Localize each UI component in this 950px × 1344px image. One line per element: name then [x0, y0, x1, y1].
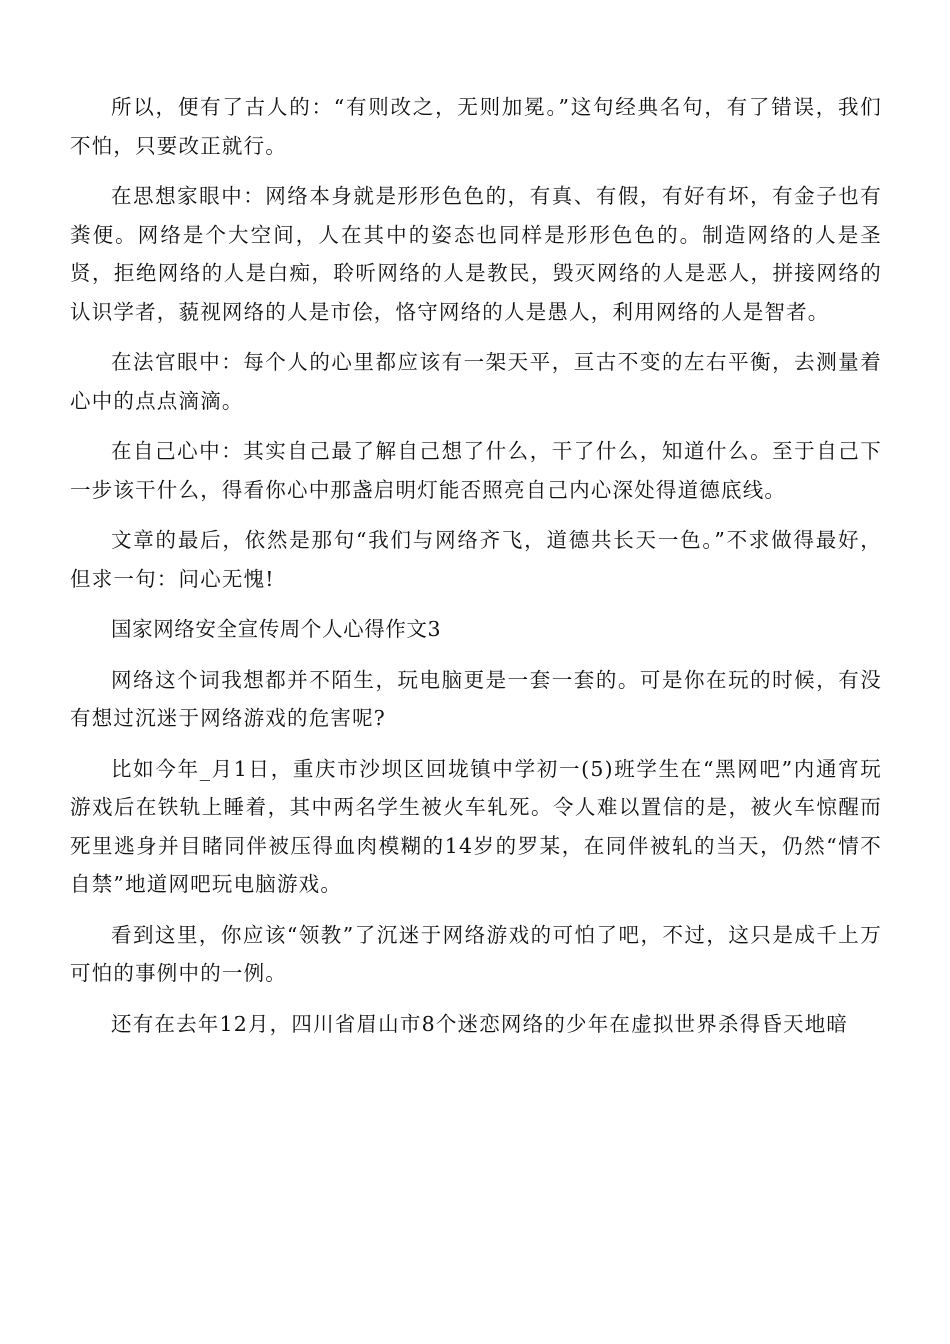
paragraph-7: 网络这个词我想都并不陌生，玩电脑更是一套一套的。可是你在玩的时候，有没有想过沉迷于网络游戏的危害呢? — [70, 667, 882, 730]
paragraph-8: 比如今年_月1日，重庆市沙坝区回垅镇中学初一(5)班学生在“黑网吧”内通宵玩游戏后在铁轨上睡着，其中两名学生被火车轧死。令人难以置信的是，被火车惊醒而死里逃身并目睹同伴被压得血肉模糊的14岁的罗某，在同伴被轧的当天，仍然“情不自禁”地道网吧玩电脑游戏。 — [70, 756, 882, 896]
section-heading: 国家网络安全宣传周个人心得作文3 — [111, 617, 442, 641]
paragraph-1: 所以，便有了古人的：“有则改之，无则加冕。”这句经典名句，有了错误，我们不怕，只要改正就行。 — [70, 95, 882, 158]
document-page — [70, 88, 882, 1055]
paragraph-4: 在自己心中：其实自己最了解自己想了什么，干了什么，知道什么。至于自己下一步该干什么，得看你心中那盏启明灯能否照亮自己内心深处得道德底线。 — [70, 439, 882, 502]
paragraph-5: 文章的最后，依然是那句“我们与网络齐飞，道德共长天一色。”不求做得最好，但求一句：问心无愧! — [70, 528, 882, 591]
paragraph-10: 还有在去年12月，四川省眉山市8个迷恋网络的少年在虚拟世界杀得昏天地暗 — [111, 1011, 849, 1036]
paragraph-9: 看到这里，你应该“领教”了沉迷于网络游戏的可怕了吧，不过，这只是成千上万可怕的事例中的一例。 — [70, 922, 882, 985]
paragraph-3: 在法官眼中：每个人的心里都应该有一架天平，亘古不变的左右平衡，去测量着心中的点点滴滴。 — [70, 350, 882, 413]
paragraph-2: 在思想家眼中：网络本身就是形形色色的，有真、有假，有好有坏，有金子也有粪便。网络是个大空间，人在其中的姿态也同样是形形色色的。制造网络的人是圣贤，拒绝网络的人是白痴，聆听网络的人是教民，毁灭网络的人是恶人，拼接网络的认识学者，藐视网络的人是市侩，恪守网络的人是愚人，利用网络的人是智者。 — [70, 184, 882, 324]
